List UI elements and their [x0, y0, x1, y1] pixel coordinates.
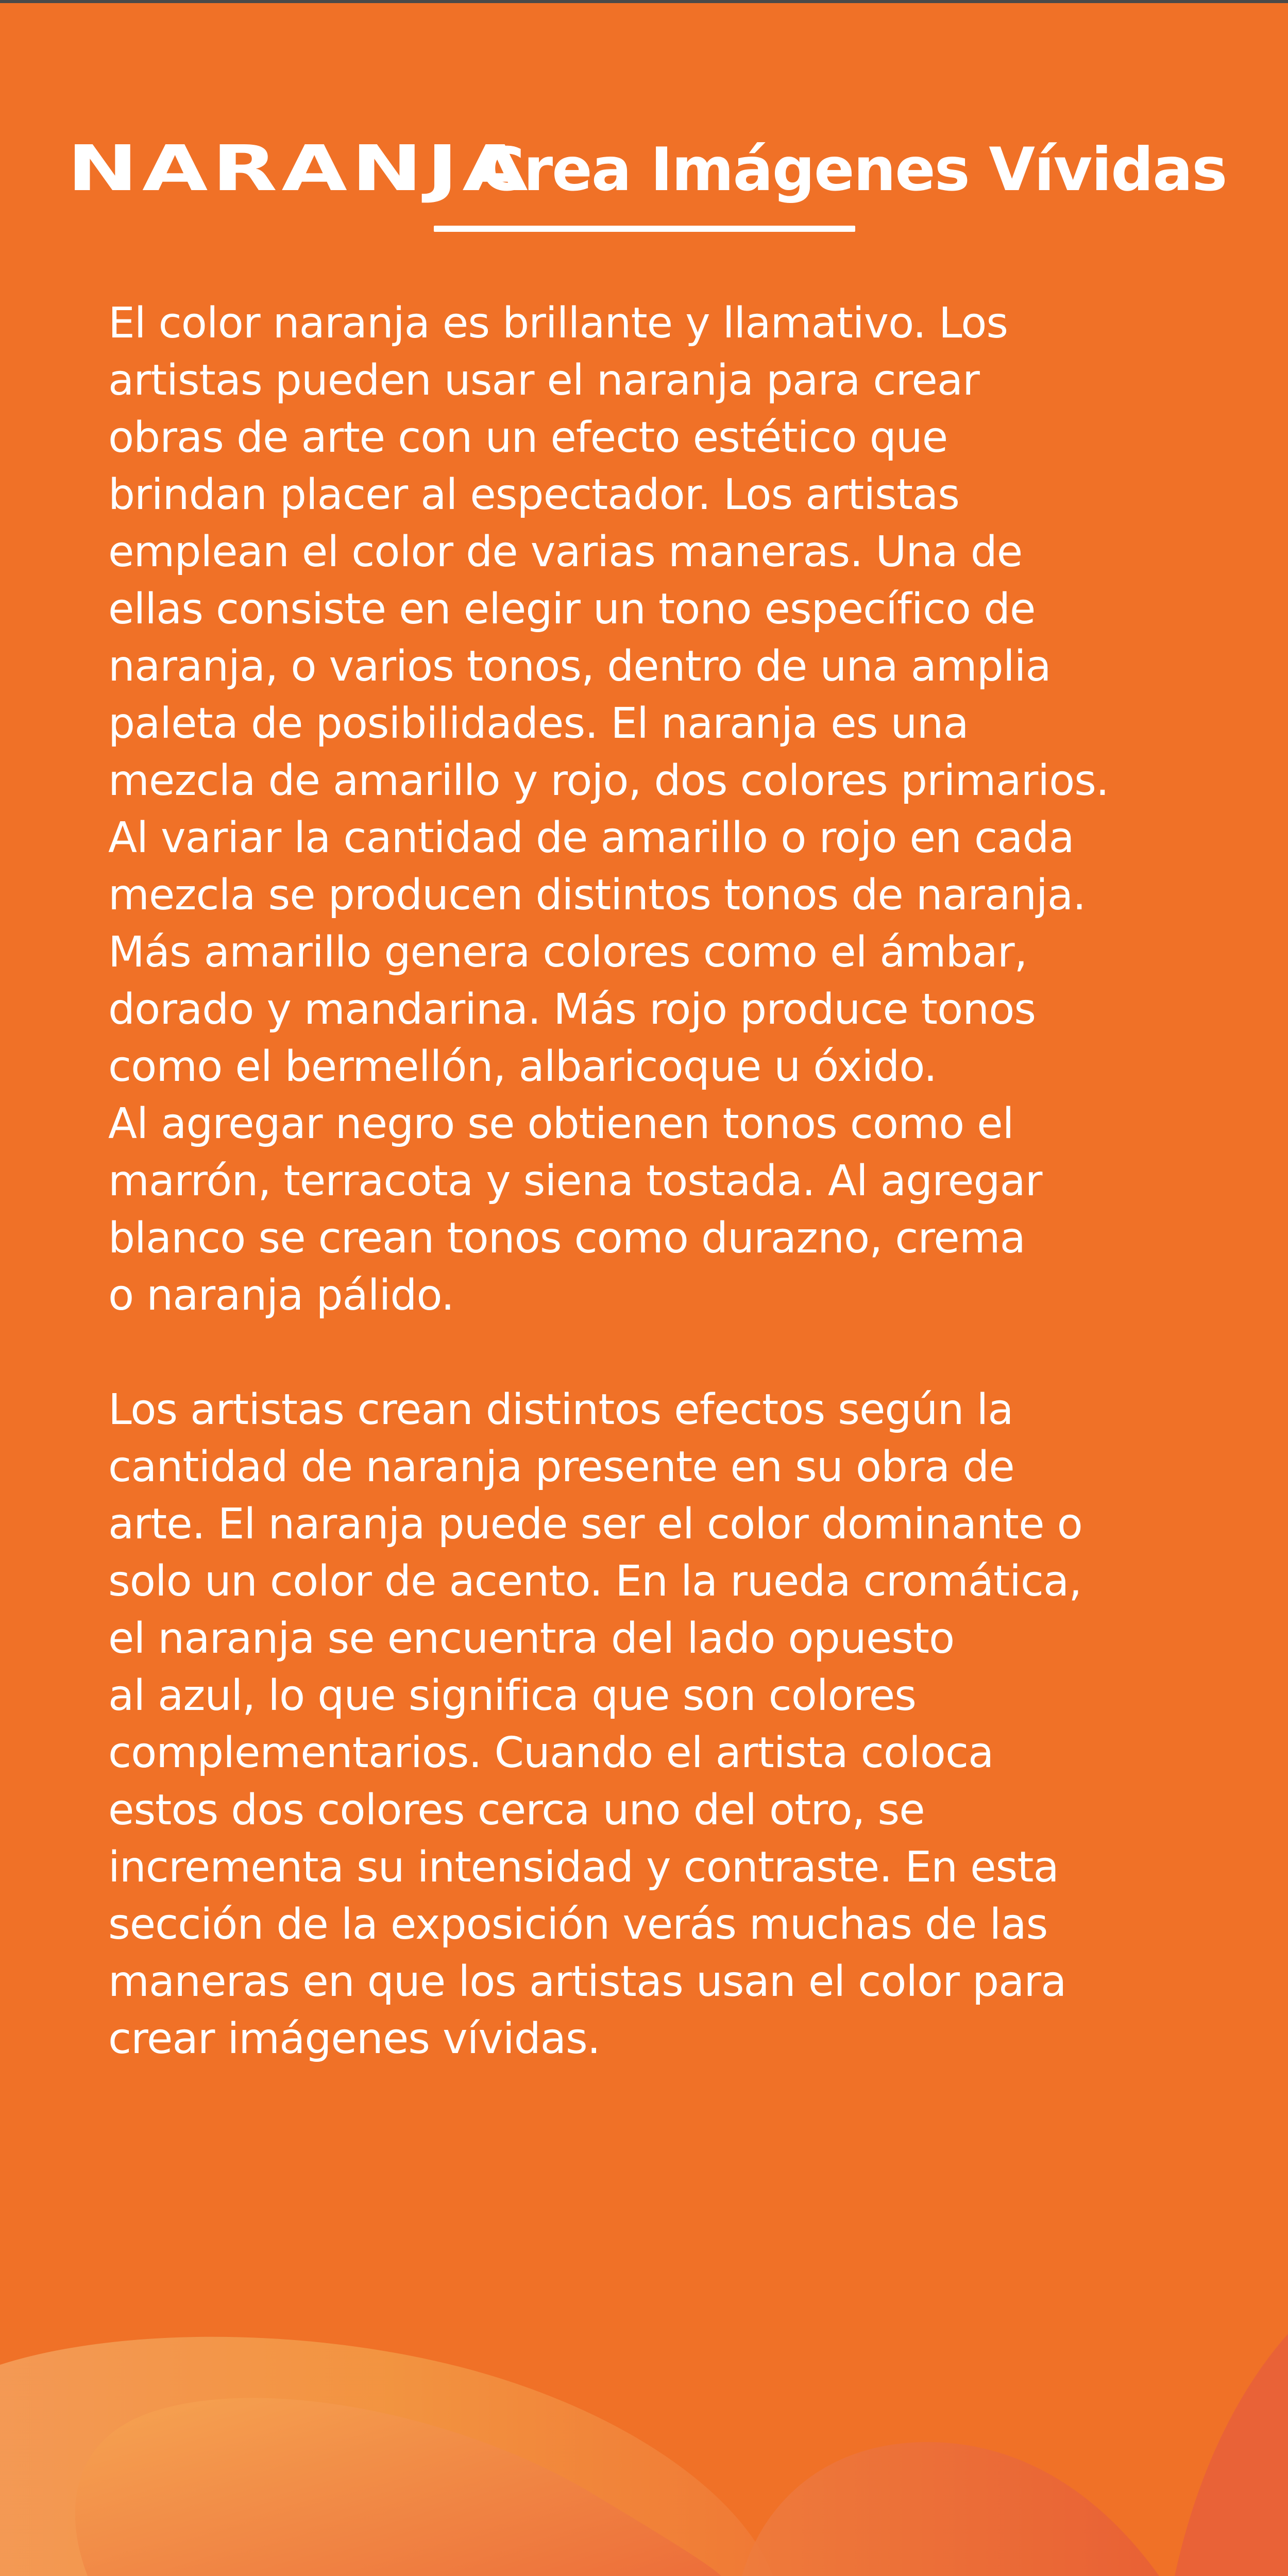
text-line: Al variar la cantidad de amarillo o rojo en cada [108, 814, 1074, 862]
text-line: dorado y mandarina. Más rojo produce tonos [108, 985, 1036, 1034]
text-line: El color naranja es brillante y llamativo. Los [108, 299, 1008, 348]
text-line: complementarios. Cuando el artista coloca [108, 1728, 994, 1777]
text-line: el naranja se encuentra del lado opuesto [108, 1614, 955, 1663]
text-line: brindan placer al espectador. Los artistas [108, 470, 959, 519]
text-line: sección de la exposición verás muchas de las [108, 1900, 1048, 1949]
text-line: Al agregar negro se obtienen tonos como el [108, 1099, 1014, 1148]
paragraph-gap [108, 1324, 1216, 1381]
text-line: mezcla de amarillo y rojo, dos colores primarios. [108, 756, 1109, 805]
text-line: Más amarillo genera colores como el ámbar, [108, 928, 1027, 977]
text-line: o naranja pálido. [108, 1271, 454, 1320]
brand-wordmark: NARANJA [67, 132, 532, 205]
title-row [67, 132, 1252, 205]
text-line: incrementa su intensidad y contraste. En esta [108, 1843, 1059, 1892]
decorative-waves [0, 2287, 1288, 2576]
title-underline [434, 226, 855, 232]
text-line: artistas pueden usar el naranja para crear [108, 356, 979, 405]
text-line: Los artistas crean distintos efectos según la [108, 1385, 1013, 1434]
text-line: solo un color de acento. En la rueda cromática, [108, 1557, 1082, 1606]
text-line: maneras en que los artistas usan el color para [108, 1957, 1066, 2006]
page-title: Crea Imágenes Vívidas [480, 135, 1227, 205]
wave-center-blob [742, 2442, 1159, 2576]
text-line: arte. El naranja puede ser el color dominante o [108, 1500, 1082, 1549]
text-line: emplean el color de varias maneras. Una de [108, 528, 1023, 577]
text-line: naranja, o varios tonos, dentro de una amplia [108, 642, 1051, 691]
text-line: marrón, terracota y siena tostada. Al agregar [108, 1157, 1042, 1206]
text-line: estos dos colores cerca uno del otro, se [108, 1786, 925, 1835]
text-line: crear imágenes vívidas. [108, 2014, 600, 2063]
text-line: ellas consiste en elegir un tono específico de [108, 585, 1036, 634]
text-line: blanco se crean tonos como durazno, crema [108, 1214, 1025, 1263]
text-line: mezcla se producen distintos tonos de naranja. [108, 871, 1086, 920]
text-line: al azul, lo que significa que son colores [108, 1671, 916, 1720]
text-line: paleta de posibilidades. El naranja es una [108, 699, 969, 748]
paragraph-2 [108, 1381, 1216, 2067]
paragraph-1 [108, 295, 1216, 1324]
text-line: obras de arte con un efecto estético que [108, 413, 948, 462]
text-line: cantidad de naranja presente en su obra de [108, 1443, 1014, 1492]
text-line: como el bermellón, albaricoque u óxido. [108, 1042, 937, 1091]
wave-right [1175, 2334, 1288, 2576]
body-text [108, 295, 1216, 2067]
